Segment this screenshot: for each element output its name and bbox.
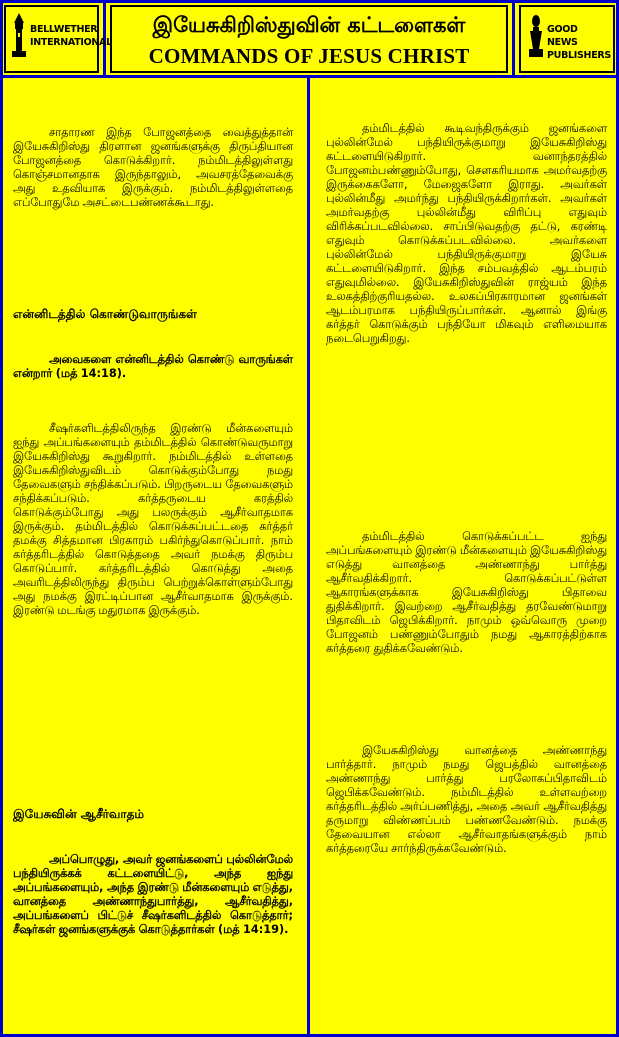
left-paragraph-2: சீஷர்களிடத்திலிருந்த இரண்டு மீன்களையும் ஐந்து அப்பங்களையும் தம்மிடத்தில் கொண்டுவருமாறு இயேசுகிறிஸ்து கூறுகிறார். நம்மிடத்தில் உள்ளதை இயேசுகிறிஸ்துவிடம் கொடுக்கும்போது நமது தேவைகளும் சந்திக்கப்படும். பிறருடைய தேவைகளும் சந்திக்கப்படும். கர்த்தருடைய கரத்தில் கொடுக்கும்போது அது பலருக்கும் ஆசீர்வாதமாக இருக்கும். தம்மிடத்தில் கொடுக்கப்பட்டதை கர்த்தர் தமக்கு சித்தமான பிரகாரம் பகிர்ந்துகொடுப்பார். நாம் கர்த்தரிடத்தில் கொடுத்ததை அவர் நமக்கு திரும்ப கொடுப்பார். கர்த்தரிடத்தில் கொடுத்து அதை அவரிடத்திலிருந்து திரும்ப பெற்றுக்கொள்ளும்போது அது நமக்கு இரட்டிப்பான ஆசீர்வாதமாக இருக்கும். இரண்டு மடங்கு மதுரமாக இருக்கும். [13,422,293,617]
title-box [106,0,512,78]
section-heading-jesus-blessing: இயேசுவின் ஆசீர்வாதம் [13,807,145,821]
right-logo-line1: GOOD NEWS [547,24,578,48]
good-news-logo [512,0,619,78]
right-paragraph-1: தம்மிடத்தில் கூடிவந்திருக்கும் ஜனங்களை புல்லின்மேல் பந்தியிருக்குமாறு இயேசுகிறிஸ்து கட்டளையிடுகிறார். வனாந்தரத்தில் போஜனம்பண்ணும்போது, சௌகரியமாக அமர்வதற்கு இருக்கைகளோ, மேஜைகளோ இராது. அவர்கள் புல்லின்மீது அமர்ந்து பந்தியிருக்கிறார்கள். அவர்கள் அமர்வதற்கு புல்லின்மீது விரிப்பு எதுவும் விரிக்கப்படவில்லை. சாப்பிடுவதற்கு தட்டு, கரண்டி எதுவும் கொடுக்கப்படவில்லை. அவர்களை புல்லின்மேல் பந்தியிருக்குமாறு இயேசு கட்டளையிடுகிறார். இந்த சம்பவத்தில் ஆடம்பரம் எதுவுமில்லை. இயேசுகிறிஸ்துவின் ராஜ்யம் இந்த உலகத்திற்குரியதல்ல. உலகப்பிரகாரமான ஜனங்கள் ஆடம்பரமாக பந்தியிருப்பார்கள். ஆனால் இங்கு கர்த்தர் கொடுக்கும் பந்தியோ மிகவும் எளிமையாக நடைபெறுகிறது. [326,122,607,345]
bell-tower-icon [10,13,28,59]
page-header [0,0,619,78]
left-column [0,78,310,1037]
right-paragraph-3: இயேசுகிறிஸ்து வானத்தை அண்ணாந்து பார்த்தார். நாமும் நமது ஜெபத்தில் வானத்தை அண்ணாந்து பார்த்து பரலோகப்பிதாவிடம் ஜெபிக்கவேண்டும். நம்மிடத்தில் உள்ளவற்றை கர்த்தரிடத்தில் அர்ப்பணித்து, அதை அவர் ஆசீர்வதித்து தருமாறு விண்ணப்பம் பண்ணவேண்டும். நமக்கு தேவையான எல்லா ஆசீர்வாதங்களுக்கும் நாம் கர்த்தரையே சார்ந்திருக்கவேண்டும். [326,744,607,855]
title-tamil: இயேசுகிறிஸ்துவின் கட்டளைகள் [152,13,466,37]
left-paragraph-1: சாதாரண இந்த போஜனத்தை வைத்துத்தான் இயேசுகிறிஸ்து திரளான ஜனங்களுக்கு திருப்தியான போஜனத்தை கொடுக்கிறார். நம்மிடத்திலுள்ளது கொஞ்சமானதாக இருந்தாலும், அவசரத்தேவைக்கு அது உதவியாக இருக்கும். நம்மிடத்திலுள்ளதை எப்போதுமே அசட்டைபண்ணக்கூடாது. [13,126,293,209]
section-heading-bring-to-me: என்னிடத்தில் கொண்டுவாருங்கள் [13,307,197,321]
left-logo-line1: BELLWETHER [30,24,98,35]
bellwether-logo [0,0,112,78]
scripture-quote-matt-14-18: அவைகளை என்னிடத்தில் கொண்டு வாருங்கள் என்றார் (மத் 14:18). [13,353,293,380]
scripture-quote-matt-14-19: அப்பொழுது, அவர் ஜனங்களைப் புல்லின்மேல் பந்தியிருக்கக் கட்டளையிட்டு, அந்த ஐந்து அப்பங்களையும், அந்த இரண்டு மீன்களையும் எடுத்து, வானத்தை அண்ணாந்துபார்த்து, ஆசீர்வதித்து, அப்பங்களைப் பிட்டுச் சீஷர்களிடத்தில் கொடுத்தார்; சீஷர்கள் ஜனங்களுக்குக் கொடுத்தார்கள் (மத் 14:19). [13,853,293,936]
title-english: COMMANDS OF JESUS CHRIST [148,44,470,68]
right-column [310,78,619,1037]
right-paragraph-2: தம்மிடத்தில் கொடுக்கப்பட்ட ஐந்து அப்பங்களையும் இரண்டு மீன்களையும் இயேசுகிறிஸ்து எடுத்து வானத்தை அண்ணாந்து பார்த்து ஆசீர்வதிக்கிறார். கொடுக்கப்பட்டுள்ள ஆகாரங்களுக்காக இயேசுகிறிஸ்து பிதாவை துதிக்கிறார். இவற்றை ஆசீர்வதித்து தரவேண்டுமாறு பிதாவிடம் ஜெபிக்கிறார். நாமும் ஒவ்வொரு முறை போஜனம் பண்ணும்போதும் நமது ஆகாரத்திற்காக கர்த்தரை துதிக்கவேண்டும். [326,530,607,655]
lamp-icon [527,15,545,59]
right-logo-line2: PUBLISHERS [547,50,611,61]
left-logo-line2: INTERNATIONAL [30,37,112,48]
